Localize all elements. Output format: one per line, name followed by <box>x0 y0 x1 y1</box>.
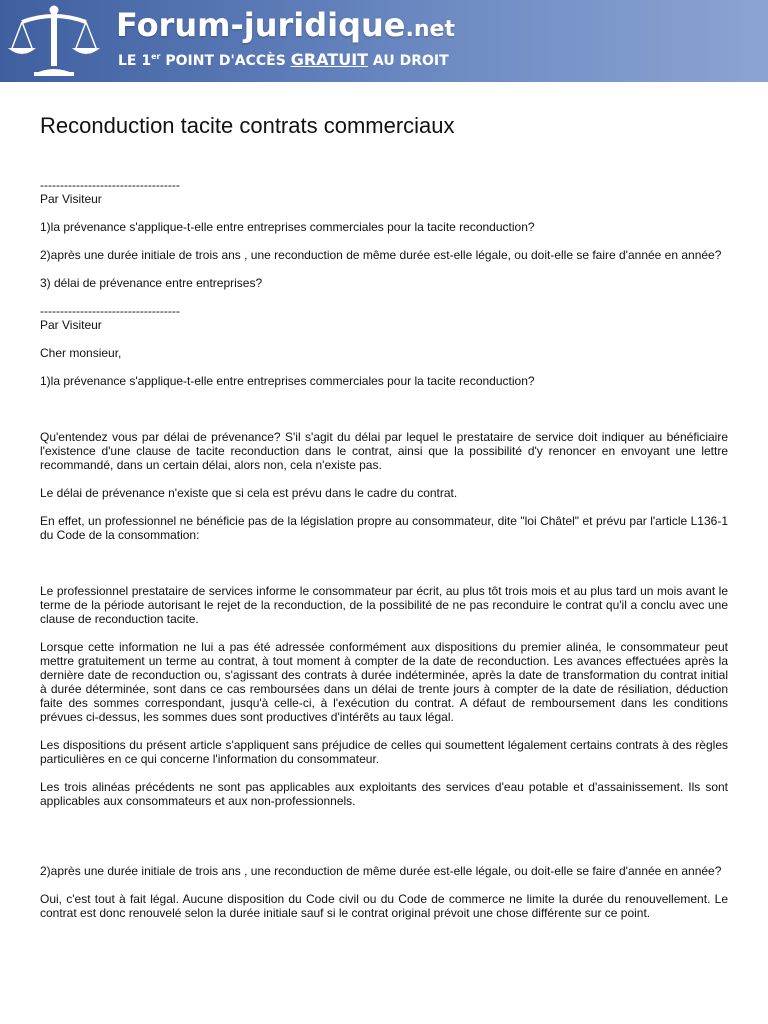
tagline-point: POINT D'ACCÈS <box>160 53 291 69</box>
tagline-le: LE 1 <box>118 53 152 69</box>
reply-paragraph: Oui, c'est tout à fait légal. Aucune disposition du Code civil ou du Code de commerce ne limite la durée du renouvellement. Le contrat est donc renouvelé selon la durée initiale sauf si le contrat original prévoit une chose différente sur ce point. <box>40 892 728 920</box>
site-name: Forum-juridique <box>116 6 406 44</box>
post-separator: ----------------------------------- <box>40 304 180 318</box>
reply-paragraph: Le délai de prévenance n'existe que si cela est prévu dans le cadre du contrat. <box>40 486 458 500</box>
question-2: 2)après une durée initiale de trois ans , une reconduction de même durée est-elle légale, ou doit-elle se faire d'année en année? <box>40 248 722 262</box>
quoted-law-paragraph: Lorsque cette information ne lui a pas été adressée conformément aux dispositions du premier alinéa, le consommateur peut mettre gratuitement un terme au contrat, à tout moment à compter de la date de reconduction. Les avances effectuées après la dernière date de reconduction ou, s'agissant des contrats à durée indéterminée, après la date de transformation du contrat initial à durée déterminée, sont dans ce cas remboursées dans un délai de trente jours à compter de la date de résiliation, déduction faite des sommes correspondant, jusqu'à celle-ci, à l'exécution du contrat. A défaut de remboursement dans les conditions prévues ci-dessus, les sommes dues sont productives d'intérêts au taux légal. <box>40 640 728 724</box>
question-1: 1)la prévenance s'applique-t-elle entre entreprises commerciales pour la tacite reconduction? <box>40 220 535 234</box>
post-separator: ----------------------------------- <box>40 178 180 192</box>
quoted-law-paragraph: Les trois alinéas précédents ne sont pas applicables aux exploitants des services d'eau potable et d'assainissement. Ils sont applicables aux consommateurs et aux non-professionnels. <box>40 780 728 808</box>
tagline-free: GRATUIT <box>290 50 369 69</box>
quoted-law-paragraph: Le professionnel prestataire de services informe le consommateur par écrit, au plus tôt trois mois et au plus tard un mois avant le terme de la période autorisant le rejet de la reconduction, de la possibilité de ne pas reconduire le contrat qu'il a conclu avec une clause de reconduction tacite. <box>40 584 728 626</box>
tagline-end: AU DROIT <box>368 53 449 69</box>
scales-of-justice-icon <box>4 2 104 78</box>
reply-question-1: 1)la prévenance s'applique-t-elle entre entreprises commerciales pour la tacite reconduction? <box>40 374 535 388</box>
site-tld: .net <box>405 17 455 42</box>
site-tagline <box>118 50 449 69</box>
tagline-sup: er <box>151 52 161 61</box>
site-logo-text[interactable] <box>116 6 455 44</box>
page-title: Reconduction tacite contrats commerciaux <box>40 113 455 138</box>
reply-question-2: 2)après une durée initiale de trois ans , une reconduction de même durée est-elle légale, ou doit-elle se faire d'année en année? <box>40 864 722 878</box>
reply-paragraph: En effet, un professionnel ne bénéficie pas de la législation propre au consommateur, dite "loi Châtel" et prévu par l'article L136-1 du Code de la consommation: <box>40 514 728 542</box>
site-header-banner[interactable] <box>0 0 768 82</box>
reply-paragraph: Qu'entendez vous par délai de prévenance? S'il s'agit du délai par lequel le prestataire de service doit indiquer au bénéficiaire l'existence d'une clause de tacite reconduction dans le contrat, ainsi que la possibilité d'y renoncer en envoyant une lettre recommandé, dans un certain délai, alors non, cela n'existe pas. <box>40 430 728 472</box>
quoted-law-paragraph: Les dispositions du présent article s'appliquent sans préjudice de celles qui soumettent légalement certains contrats à des règles particulières en ce qui concerne l'information du consommateur. <box>40 738 728 766</box>
reply-greeting: Cher monsieur, <box>40 346 122 360</box>
post-author: Par Visiteur <box>40 192 102 206</box>
question-3: 3) délai de prévenance entre entreprises? <box>40 276 263 290</box>
thread-content <box>40 178 728 920</box>
post-author: Par Visiteur <box>40 318 102 332</box>
